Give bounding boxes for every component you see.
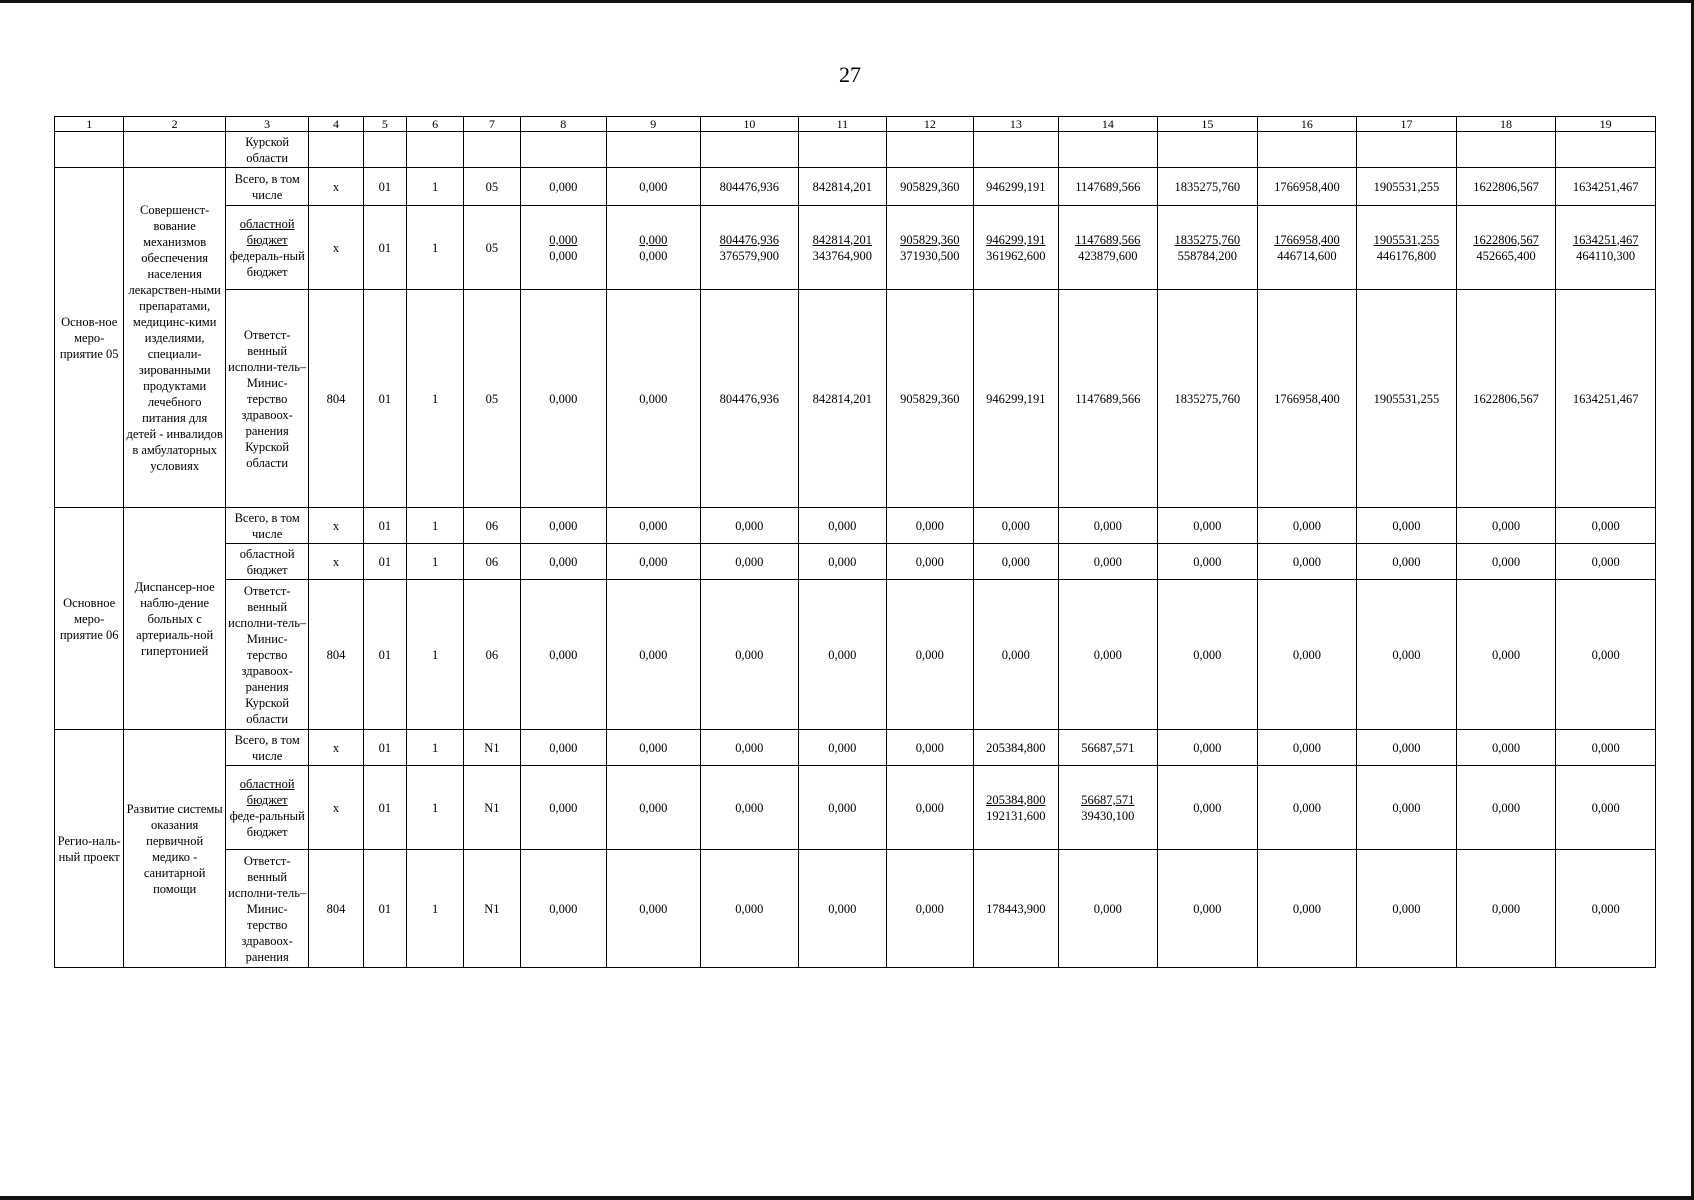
value-cell: 842814,201: [799, 168, 886, 206]
regional-value: 1766958,400: [1274, 232, 1340, 247]
regional-value: 0,000: [549, 232, 578, 247]
value-cell: 0,000: [700, 508, 799, 544]
code-cell: 1: [406, 206, 463, 290]
source-label: Курской области: [225, 132, 308, 168]
column-number: 19: [1556, 117, 1656, 132]
value-cell: 804476,936: [700, 168, 799, 206]
column-number: 6: [406, 117, 463, 132]
regional-value: 0,000: [1292, 800, 1321, 815]
regional-value: 0,000: [549, 554, 578, 569]
regional-value: 0,000: [1193, 800, 1222, 815]
code-cell: 1: [406, 580, 463, 730]
empty-cell: [1556, 132, 1656, 168]
value-cell: 905829,360: [886, 168, 973, 206]
value-cell: 0,000: [1556, 580, 1656, 730]
code-cell: 804: [309, 290, 363, 508]
value-cell: 0,000: [799, 508, 886, 544]
column-number: 1: [55, 117, 124, 132]
value-cell: 0,000: [886, 508, 973, 544]
value-cell: [700, 766, 799, 850]
regional-value: 0,000: [1591, 800, 1620, 815]
empty-cell: [1456, 132, 1556, 168]
value-cell: 0,000: [1158, 730, 1258, 766]
value-cell: 0,000: [520, 168, 606, 206]
value-cell: 0,000: [1257, 580, 1357, 730]
federal-value: 446714,600: [1277, 248, 1337, 263]
code-cell: N1: [464, 766, 520, 850]
section-total-row: [55, 730, 1656, 766]
source-label: Всего, в том числе: [225, 730, 308, 766]
continuation-row: [55, 132, 1656, 168]
empty-cell: [406, 132, 463, 168]
code-cell: 01: [363, 730, 406, 766]
regional-value: 0,000: [915, 554, 944, 569]
value-cell: [1556, 544, 1656, 580]
regional-value: 1147689,566: [1075, 232, 1141, 247]
column-number: 14: [1058, 117, 1158, 132]
value-cell: [1456, 766, 1556, 850]
code-cell: x: [309, 766, 363, 850]
empty-cell: [1357, 132, 1457, 168]
section-budget-row: [55, 206, 1656, 290]
value-cell: [1357, 544, 1457, 580]
value-cell: 0,000: [1158, 580, 1258, 730]
source-label: Ответст-венный исполни-тель– Минис-терство здравоох-ранения Курской области: [225, 290, 308, 508]
column-number-row: [55, 117, 1656, 132]
code-cell: 01: [363, 580, 406, 730]
value-cell: 0,000: [1456, 508, 1556, 544]
code-cell: 1: [406, 508, 463, 544]
code-cell: x: [309, 206, 363, 290]
federal-value: 376579,900: [719, 248, 780, 263]
value-cell: 1622806,567: [1456, 168, 1556, 206]
column-number: 4: [309, 117, 363, 132]
value-cell: [974, 766, 1058, 850]
value-cell: [607, 544, 701, 580]
code-cell: 01: [363, 850, 406, 968]
value-cell: 205384,800: [974, 730, 1058, 766]
code-cell: x: [309, 544, 363, 580]
value-cell: 0,000: [607, 850, 701, 968]
value-cell: 0,000: [1556, 508, 1656, 544]
value-cell: 1905531,255: [1357, 290, 1457, 508]
column-number: 16: [1257, 117, 1357, 132]
regional-value: 0,000: [1093, 554, 1122, 569]
regional-value: 804476,936: [719, 232, 780, 247]
federal-budget-label: федераль-ный бюджет: [229, 248, 305, 279]
section-executor-row: [55, 290, 1656, 508]
regional-value: 0,000: [549, 800, 578, 815]
column-number: 5: [363, 117, 406, 132]
source-label: [225, 544, 308, 580]
regional-value: 0,000: [639, 554, 668, 569]
value-cell: [1158, 766, 1258, 850]
federal-value: 452665,400: [1476, 248, 1536, 263]
value-cell: 0,000: [1058, 580, 1158, 730]
value-cell: [1058, 206, 1158, 290]
regional-value: 946299,191: [986, 232, 1046, 247]
value-cell: 0,000: [1257, 850, 1357, 968]
code-cell: N1: [464, 850, 520, 968]
code-cell: 1: [406, 766, 463, 850]
regional-value: 0,000: [828, 554, 857, 569]
value-cell: 0,000: [1158, 508, 1258, 544]
code-cell: 01: [363, 168, 406, 206]
column-number: 7: [464, 117, 520, 132]
value-cell: 0,000: [520, 508, 606, 544]
empty-cell: [1058, 132, 1158, 168]
value-cell: 1634251,467: [1556, 168, 1656, 206]
event-title: Регио-наль-ный проект: [55, 730, 124, 968]
regional-value: 0,000: [1591, 554, 1620, 569]
source-label: Всего, в том числе: [225, 508, 308, 544]
regional-value: 0,000: [1491, 554, 1521, 569]
value-cell: [1158, 206, 1258, 290]
value-cell: 946299,191: [974, 290, 1058, 508]
code-cell: 1: [406, 290, 463, 508]
code-cell: 1: [406, 168, 463, 206]
regional-value: 0,000: [639, 800, 668, 815]
value-cell: [520, 206, 606, 290]
federal-value: 558784,200: [1177, 248, 1238, 263]
value-cell: [799, 766, 886, 850]
regional-value: 205384,800: [986, 792, 1046, 807]
column-number: 18: [1456, 117, 1556, 132]
empty-cell: [363, 132, 406, 168]
section-executor-row: [55, 850, 1656, 968]
regional-value: 842814,201: [812, 232, 873, 247]
empty-cell: [124, 132, 226, 168]
empty-cell: [1257, 132, 1357, 168]
value-cell: [1556, 206, 1656, 290]
value-cell: [1257, 206, 1357, 290]
value-cell: 0,000: [1058, 508, 1158, 544]
regional-value: 0,000: [1193, 554, 1222, 569]
value-cell: 0,000: [1357, 730, 1457, 766]
value-cell: 0,000: [607, 730, 701, 766]
value-cell: 56687,571: [1058, 730, 1158, 766]
empty-cell: [309, 132, 363, 168]
code-cell: 05: [464, 168, 520, 206]
value-cell: 804476,936: [700, 290, 799, 508]
column-number: 2: [124, 117, 226, 132]
value-cell: [700, 544, 799, 580]
federal-value: 343764,900: [812, 248, 873, 263]
column-number: 11: [799, 117, 886, 132]
value-cell: 0,000: [799, 730, 886, 766]
value-cell: [1257, 766, 1357, 850]
regional-value: 0,000: [828, 800, 857, 815]
empty-cell: [1158, 132, 1258, 168]
federal-value: 371930,500: [900, 248, 960, 263]
value-cell: 0,000: [700, 580, 799, 730]
value-cell: [700, 206, 799, 290]
value-cell: 0,000: [886, 850, 973, 968]
value-cell: [799, 206, 886, 290]
column-number: 9: [607, 117, 701, 132]
value-cell: 0,000: [1357, 850, 1457, 968]
value-cell: 0,000: [520, 730, 606, 766]
event-name: Совершенст-вование механизмов обеспечения населения лекарствен-ными препаратами, медицинс-кими изделиями, специали-зированными продуктами лечебного питания для детей - инвалидов в амбулаторных условиях: [124, 168, 226, 508]
section-budget-row: [55, 544, 1656, 580]
federal-value: 192131,600: [986, 808, 1046, 823]
value-cell: 0,000: [799, 850, 886, 968]
regional-value: 0,000: [1392, 554, 1421, 569]
regional-value: 905829,360: [900, 232, 960, 247]
code-cell: 06: [464, 580, 520, 730]
value-cell: [1257, 544, 1357, 580]
scan-edge-top: [0, 0, 1694, 3]
regional-value: 56687,571: [1081, 792, 1135, 807]
value-cell: [1357, 206, 1457, 290]
column-number: 3: [225, 117, 308, 132]
empty-cell: [55, 132, 124, 168]
value-cell: 1766958,400: [1257, 290, 1357, 508]
regional-budget-label: областной бюджет: [239, 546, 295, 577]
value-cell: 0,000: [886, 730, 973, 766]
value-cell: 1766958,400: [1257, 168, 1357, 206]
value-cell: 1622806,567: [1456, 290, 1556, 508]
code-cell: 01: [363, 766, 406, 850]
code-cell: N1: [464, 730, 520, 766]
value-cell: 0,000: [607, 580, 701, 730]
value-cell: [799, 544, 886, 580]
value-cell: [974, 206, 1058, 290]
empty-cell: [700, 132, 799, 168]
column-number: 13: [974, 117, 1058, 132]
value-cell: 0,000: [520, 290, 606, 508]
value-cell: 0,000: [1357, 508, 1457, 544]
value-cell: [1456, 544, 1556, 580]
event-name: Развитие системы оказания первичной медико - санитарной помощи: [124, 730, 226, 968]
value-cell: 0,000: [607, 168, 701, 206]
code-cell: 06: [464, 544, 520, 580]
event-title: Основ-ное меро-приятие 05: [55, 168, 124, 508]
federal-value: 423879,600: [1078, 248, 1138, 263]
value-cell: 1905531,255: [1357, 168, 1457, 206]
federal-value: 464110,300: [1576, 248, 1636, 263]
value-cell: 0,000: [1357, 580, 1457, 730]
regional-budget-label: областной бюджет: [239, 776, 295, 807]
value-cell: 0,000: [1456, 580, 1556, 730]
value-cell: 0,000: [700, 850, 799, 968]
section-budget-row: [55, 766, 1656, 850]
source-label: [225, 206, 308, 290]
empty-cell: [607, 132, 701, 168]
section-total-row: [55, 168, 1656, 206]
column-number: 12: [886, 117, 973, 132]
value-cell: [607, 206, 701, 290]
section-executor-row: [55, 580, 1656, 730]
federal-value: 0,000: [639, 248, 668, 263]
value-cell: 0,000: [1158, 850, 1258, 968]
federal-value: 361962,600: [986, 248, 1046, 263]
value-cell: 0,000: [799, 580, 886, 730]
code-cell: 06: [464, 508, 520, 544]
value-cell: 0,000: [700, 730, 799, 766]
empty-cell: [520, 132, 606, 168]
federal-value: 0,000: [549, 248, 578, 263]
code-cell: 01: [363, 290, 406, 508]
code-cell: 1: [406, 544, 463, 580]
value-cell: 842814,201: [799, 290, 886, 508]
regional-value: 0,000: [735, 800, 764, 815]
column-number: 15: [1158, 117, 1258, 132]
column-number: 10: [700, 117, 799, 132]
code-cell: 804: [309, 580, 363, 730]
value-cell: [520, 544, 606, 580]
value-cell: 0,000: [1456, 730, 1556, 766]
value-cell: 0,000: [886, 580, 973, 730]
value-cell: [1058, 766, 1158, 850]
value-cell: 0,000: [520, 850, 606, 968]
value-cell: 0,000: [1556, 850, 1656, 968]
value-cell: [1357, 766, 1457, 850]
source-label: [225, 766, 308, 850]
value-cell: 1634251,467: [1556, 290, 1656, 508]
empty-cell: [799, 132, 886, 168]
empty-cell: [974, 132, 1058, 168]
federal-value: 39430,100: [1081, 808, 1135, 823]
budget-table: [54, 116, 1656, 968]
value-cell: 0,000: [607, 290, 701, 508]
regional-value: 0,000: [1292, 554, 1321, 569]
regional-budget-label: областной бюджет: [239, 216, 295, 247]
value-cell: 0,000: [974, 508, 1058, 544]
code-cell: 01: [363, 206, 406, 290]
value-cell: 0,000: [974, 580, 1058, 730]
regional-value: 1622806,567: [1473, 232, 1539, 247]
code-cell: 05: [464, 206, 520, 290]
value-cell: 178443,900: [974, 850, 1058, 968]
value-cell: 0,000: [1058, 850, 1158, 968]
value-cell: 0,000: [1456, 850, 1556, 968]
value-cell: [607, 766, 701, 850]
value-cell: [1556, 766, 1656, 850]
code-cell: 1: [406, 850, 463, 968]
regional-value: 0,000: [735, 554, 764, 569]
code-cell: 05: [464, 290, 520, 508]
code-cell: 01: [363, 544, 406, 580]
value-cell: [886, 766, 973, 850]
value-cell: 1835275,760: [1158, 168, 1258, 206]
value-cell: 1147689,566: [1058, 168, 1158, 206]
value-cell: 0,000: [1556, 730, 1656, 766]
event-title: Основное меро-приятие 06: [55, 508, 124, 730]
value-cell: 1147689,566: [1058, 290, 1158, 508]
regional-value: 1835275,760: [1174, 232, 1241, 247]
code-cell: 01: [363, 508, 406, 544]
code-cell: x: [309, 508, 363, 544]
source-label: Всего, в том числе: [225, 168, 308, 206]
code-cell: 804: [309, 850, 363, 968]
code-cell: x: [309, 168, 363, 206]
column-number: 8: [520, 117, 606, 132]
page-number: 27: [839, 62, 861, 87]
regional-value: 0,000: [1001, 554, 1030, 569]
regional-value: 0,000: [1392, 800, 1421, 815]
value-cell: [886, 206, 973, 290]
value-cell: [520, 766, 606, 850]
event-name: Диспансер-ное наблю-дение больных с артериаль-ной гипертонией: [124, 508, 226, 730]
value-cell: 946299,191: [974, 168, 1058, 206]
value-cell: 0,000: [520, 580, 606, 730]
value-cell: [886, 544, 973, 580]
value-cell: 0,000: [1257, 508, 1357, 544]
regional-value: 1634251,467: [1572, 232, 1639, 247]
federal-budget-label: феде-ральный бюджет: [229, 808, 305, 839]
code-cell: 1: [406, 730, 463, 766]
regional-value: 0,000: [639, 232, 668, 247]
value-cell: 0,000: [607, 508, 701, 544]
regional-value: 0,000: [915, 800, 944, 815]
column-number: 17: [1357, 117, 1457, 132]
value-cell: 1835275,760: [1158, 290, 1258, 508]
value-cell: [1158, 544, 1258, 580]
section-total-row: [55, 508, 1656, 544]
source-label: Ответст-венный исполни-тель– Минис-терство здравоох-ранения Курской области: [225, 580, 308, 730]
code-cell: x: [309, 730, 363, 766]
regional-value: 1905531,255: [1373, 232, 1440, 247]
empty-cell: [464, 132, 520, 168]
value-cell: [1058, 544, 1158, 580]
value-cell: 905829,360: [886, 290, 973, 508]
federal-value: 446176,800: [1376, 248, 1437, 263]
scan-edge-bottom: [0, 1196, 1694, 1200]
regional-value: 0,000: [1491, 800, 1521, 815]
value-cell: [1456, 206, 1556, 290]
value-cell: 0,000: [1257, 730, 1357, 766]
value-cell: [974, 544, 1058, 580]
empty-cell: [886, 132, 973, 168]
source-label: Ответст-венный исполни-тель– Минис-терство здравоох-ранения: [225, 850, 308, 968]
